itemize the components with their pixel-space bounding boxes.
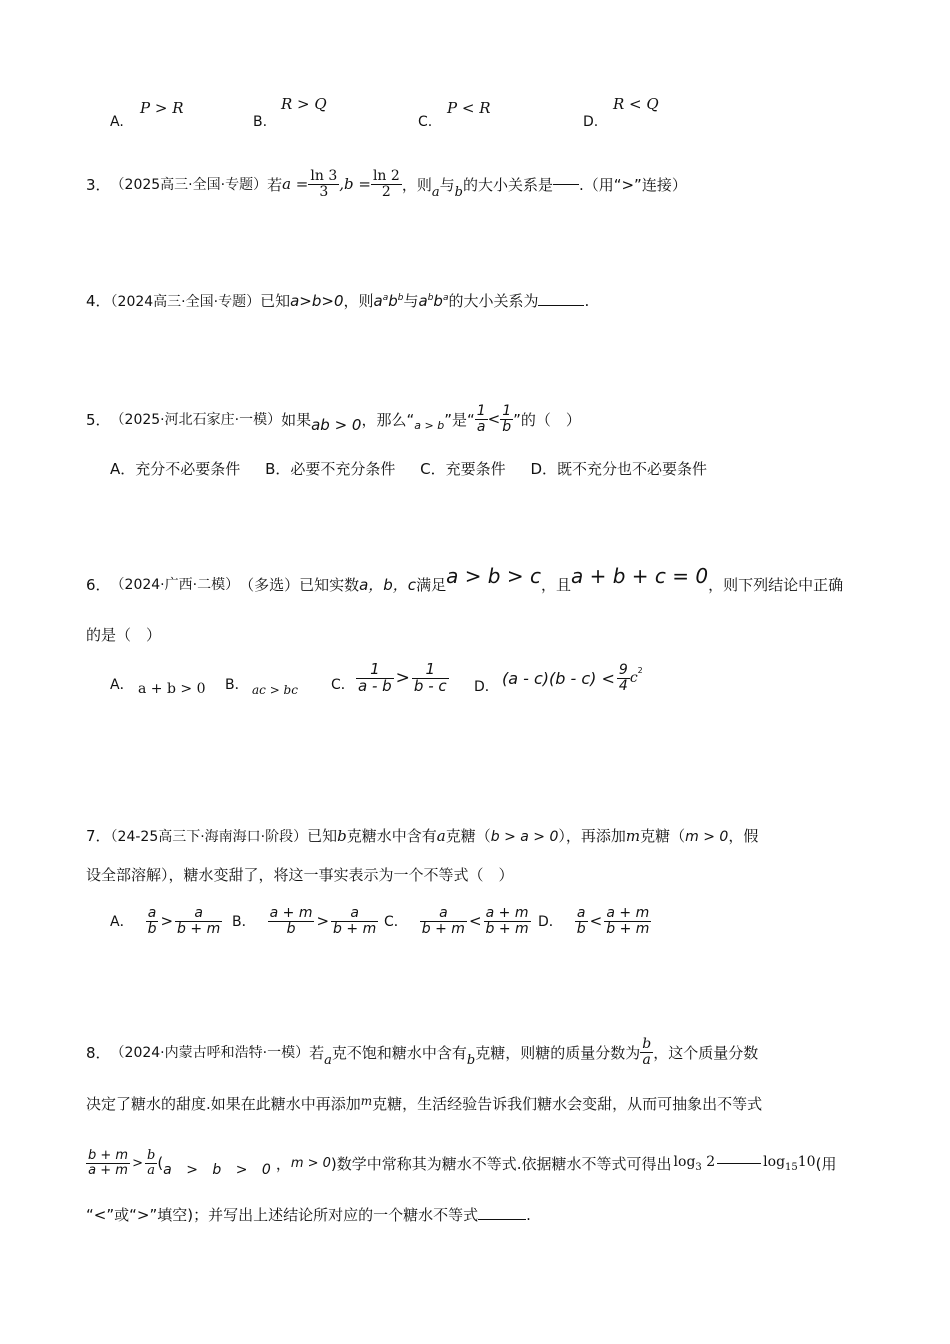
- question-7: [86, 825, 758, 846]
- q7-option-c[interactable]: C． $\frac{a}{b + m}$ < $\frac{a + m}{b + m}$: [384, 904, 529, 937]
- question-3: [86, 164, 687, 204]
- q4-condition: a>b>0: [290, 292, 344, 310]
- q2-option-a-label: A.: [110, 114, 124, 130]
- q7-line-2: 设全部溶解），糖水变甜了，将这一事实表示为一个不等式（ ）: [86, 866, 514, 884]
- q3-source: （2025高三·全国·专题）: [110, 177, 268, 193]
- q5-source: （2025·河北石家庄·一模）: [110, 412, 282, 428]
- q7-text-2: 克糖水中含有: [346, 827, 437, 845]
- q3-text-1: 若: [267, 175, 283, 194]
- q6-option-c-label: C．: [331, 677, 355, 693]
- q5-option-c[interactable]: C．充要条件: [420, 460, 506, 478]
- q7-number: 7．: [86, 827, 111, 845]
- q8-source: （2024·内蒙古呼和浩特·一模）: [110, 1045, 310, 1061]
- q8-text-1: 若: [309, 1043, 325, 1062]
- q6-option-b-label: B．: [225, 677, 249, 693]
- question-8: [86, 1030, 758, 1074]
- q6-option-d-math: (a - c)(b - c) < $\frac{9}{4}$ c 2: [502, 661, 643, 694]
- q3-b-eq: ,b =: [339, 175, 371, 193]
- q8-text-3: 克糖，则糖的质量分数为: [475, 1043, 641, 1062]
- q7-condition-1: b > a > 0: [490, 829, 559, 845]
- q5-text-4: ”的（ ）: [513, 410, 581, 429]
- q4-text-3: 与: [403, 292, 419, 310]
- q4-end: .: [584, 292, 590, 310]
- q3-var-b: b: [454, 184, 463, 200]
- q7-var-b: b: [337, 827, 347, 845]
- q8-condition: a > b > 0: [163, 1162, 276, 1178]
- q6-source: （2024·广西·二模）: [110, 577, 240, 593]
- q4-source: （2024高三·全国·专题）: [110, 294, 261, 310]
- q6-text-1: （多选）已知实数: [239, 575, 360, 594]
- q8-text-4: ，这个质量分数: [653, 1043, 759, 1062]
- q6-text-3: ，且: [540, 575, 571, 594]
- q5-text-3: ”是“: [444, 410, 475, 429]
- q8-fraction-left: $\frac{b + m}{a + m}$: [88, 1147, 129, 1178]
- q4-text-1: 已知: [260, 292, 291, 310]
- q7-option-b[interactable]: B． $\frac{a + m}{b}$ > $\frac{a}{b + m}$: [232, 904, 377, 937]
- q6-option-b-math: ac > bc: [252, 683, 298, 697]
- q3-var-a: a: [431, 184, 440, 200]
- q6-option-d-label: D．: [474, 679, 499, 695]
- q5-option-b[interactable]: B．必要不充分条件: [265, 460, 396, 478]
- q5-text-1: 如果: [281, 410, 312, 429]
- q6-option-c-math: $\frac{1}{a - b}$ > $\frac{1}{b - c}$: [358, 659, 447, 695]
- question-4: [86, 290, 589, 311]
- q6-condition-2: a + b + c = 0: [571, 564, 709, 588]
- q8-var-a: a: [324, 1052, 332, 1068]
- q8-var-m: m: [360, 1094, 373, 1108]
- q5-less-than: <: [487, 410, 501, 428]
- q7-text-6: ，假: [728, 827, 759, 845]
- q3-text-3: 与: [439, 175, 455, 194]
- q4-text-4: 的大小关系为: [448, 292, 539, 310]
- q6-text-4: ，则下列结论中正确: [708, 575, 844, 594]
- q3-a-eq: a =: [282, 175, 309, 193]
- q2-option-d-label: D.: [583, 114, 599, 130]
- q3-number: 3．: [86, 175, 111, 194]
- q3-text-5: .（用“>”连接）: [578, 175, 687, 194]
- q8-line-4: “<”或“>”填空)；并写出上述结论所对应的一个糖水不等式 .: [86, 1206, 531, 1224]
- q6-option-a-label: A．: [110, 677, 134, 693]
- q5-option-d[interactable]: D．既不充分也不必要条件: [530, 460, 708, 478]
- q5-text-2: ，那么“: [361, 410, 415, 429]
- q6-text-2: 满足: [416, 575, 447, 594]
- question-6: [86, 562, 843, 606]
- q5-options: [110, 458, 707, 479]
- q4-text-2: ，则: [343, 292, 374, 310]
- q4-number: 4．: [86, 292, 111, 310]
- q3-text-4: 的大小关系是: [462, 175, 553, 194]
- q8-fraction-right: $\frac{b}{a}$: [146, 1147, 156, 1178]
- q8-fraction-mass: $\frac{b}{a}$: [642, 1035, 652, 1068]
- q7-text-5: 克糖（: [640, 827, 686, 845]
- q7-text-1: 已知: [307, 827, 338, 845]
- q6-option-a-math: a + b > 0: [138, 681, 206, 697]
- question-5: [86, 398, 581, 440]
- q3-fraction-a: $\frac{\ln 3}{3}$: [310, 167, 338, 200]
- q6-condition-1: a > b > c: [446, 564, 541, 588]
- q8-text-2: 克不饱和糖水中含有: [331, 1043, 467, 1062]
- q7-option-a[interactable]: A． $\frac{a}{b}$ > $\frac{a}{b + m}$: [110, 904, 221, 937]
- q4-expr-1: $a^ab^b$: [373, 292, 404, 310]
- q8-var-b: b: [466, 1052, 476, 1068]
- q2-option-c-label: C.: [418, 114, 433, 130]
- q2-option-d-math: R < Q: [613, 95, 659, 113]
- q8-number: 8．: [86, 1043, 111, 1062]
- q8-line-2: 决定了糖水的甜度.如果在此糖水中再添加$^m$克糖，生活经验告诉我们糖水会变甜，从而可抽象出不等式: [86, 1094, 763, 1113]
- q8-inequality-blank[interactable]: [478, 1218, 526, 1220]
- q8-log-1: $\log_3 2$: [673, 1153, 716, 1173]
- q6-line-2: 的是（ ）: [86, 626, 162, 644]
- q5-fraction-1a: $\frac{1}{a}$: [476, 402, 486, 435]
- q7-source: （24-25高三下·海南海口·阶段）: [110, 829, 308, 845]
- q7-var-m: m: [625, 827, 641, 845]
- q3-fraction-b: $\frac{\ln 2}{2}$: [372, 167, 400, 200]
- q2-option-b-math: R > Q: [281, 95, 327, 113]
- q2-option-b-label: B.: [253, 114, 268, 130]
- q7-text-4: ），再添加: [558, 827, 626, 845]
- q3-answer-blank[interactable]: [553, 183, 579, 185]
- q5-fraction-1b: $\frac{1}{b}$: [502, 402, 512, 435]
- q5-inner: a > b: [414, 418, 445, 432]
- q8-log-2: $\log_{15}10$: [763, 1153, 816, 1173]
- q7-var-a: a: [436, 827, 446, 845]
- q5-condition: ab > 0: [311, 416, 362, 434]
- q6-number: 6．: [86, 575, 111, 594]
- q2-option-c-math: P < R: [447, 99, 491, 117]
- q4-answer-blank[interactable]: [538, 304, 584, 306]
- q8-m-condition: m > 0: [290, 1155, 331, 1171]
- q7-text-3: 克糖（: [445, 827, 491, 845]
- q4-expr-2: $a^bb^a$: [418, 292, 449, 310]
- q7-option-d[interactable]: D． $\frac{a}{b}$ < $\frac{a + m}{b + m}$: [538, 904, 650, 937]
- q3-text-2: ，则: [401, 175, 432, 194]
- q2-option-a-math: P > R: [140, 99, 184, 117]
- q5-option-a[interactable]: A．充分不必要条件: [110, 460, 241, 478]
- q8-compare-blank[interactable]: [717, 1162, 761, 1164]
- q8-line-3: $\frac{b + m}{a + m}$ > $\frac{b}{a}$ ( a > b > 0 ， m > 0 )数学中常称其为糖水不等式.依据糖水不等式可得出 $\log_3 2$ $\log_{15}10$ (用: [88, 1147, 837, 1178]
- q6-vars: a，b，c: [359, 575, 417, 594]
- q7-condition-2: m > 0: [685, 829, 729, 845]
- q5-number: 5．: [86, 410, 111, 429]
